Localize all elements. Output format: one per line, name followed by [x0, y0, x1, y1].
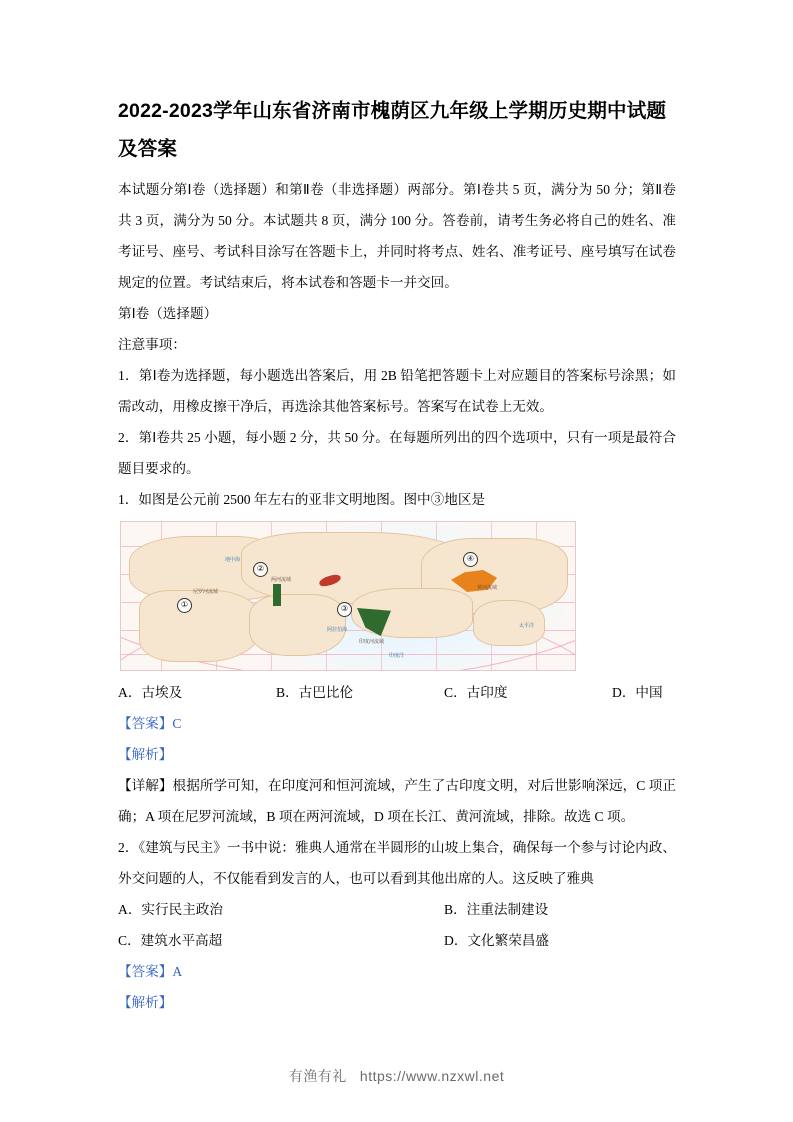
question-1-figure	[118, 521, 676, 671]
map-label-indian-ocean: 印度洋	[389, 653, 405, 659]
question-2-answer: 【答案】A	[118, 964, 183, 979]
footer-brand: 有渔有礼	[288, 1068, 347, 1084]
section-heading: 第Ⅰ卷（选择题）	[118, 306, 218, 321]
question-2-option-c[interactable]: C．建筑水平高超	[118, 933, 223, 948]
notice-item-1: 1．第Ⅰ卷为选择题，每小题选出答案后，用 2B 铅笔把答题卡上对应题目的答案标号涂黑；如需改动，用橡皮擦干净后，再选涂其他答案标号。答案写在试卷上无效。	[118, 368, 676, 414]
map-label-indus: 印度河流域	[359, 639, 385, 645]
document-body	[118, 92, 676, 1018]
footer-url[interactable]: https://www.nzxwl.net	[359, 1068, 505, 1084]
map-region-egypt	[273, 584, 281, 606]
question-2-option-d[interactable]: D．文化繁荣昌盛	[444, 933, 549, 948]
ancient-civilizations-map	[120, 521, 576, 671]
question-2-option-b[interactable]: B．注重法制建设	[444, 902, 549, 917]
question-2-stem: 2．《建筑与民主》一书中说：雅典人通常在半圆形的山坡上集合，确保每一个参与讨论内政、外交问题的人，不仅能看到发言的人，也可以看到其他出席的人。这反映了雅典	[118, 840, 676, 886]
question-1-option-a[interactable]: A．古埃及	[118, 685, 183, 700]
question-1-option-b[interactable]: B．古巴比伦	[276, 685, 354, 700]
question-1-option-c[interactable]: C．古印度	[444, 685, 508, 700]
notice-item-2: 2．第Ⅰ卷共 25 小题，每小题 2 分，共 50 分。在每题所列出的四个选项中，只有一项是最符合题目要求的。	[118, 430, 676, 476]
map-label-mediterranean: 地中海	[225, 557, 241, 563]
map-label-mesopotamia: 两河流域	[271, 577, 292, 583]
question-1-stem: 1．如图是公元前 2500 年左右的亚非文明地图。图中③地区是	[118, 492, 486, 507]
question-1-options	[118, 677, 676, 708]
map-marker-2: ②	[253, 562, 268, 577]
question-1-analysis-label: 【解析】	[118, 747, 173, 762]
map-label-arabian-sea: 阿拉伯海	[327, 627, 348, 633]
map-marker-1: ①	[177, 598, 192, 613]
map-marker-3: ③	[337, 602, 352, 617]
question-1-answer: 【答案】C	[118, 716, 182, 731]
question-1-option-d[interactable]: D．中国	[612, 685, 663, 700]
map-label-nile: 尼罗河流域	[193, 589, 219, 595]
map-label-huanghe: 黄河流域	[477, 585, 498, 591]
notice-heading: 注意事项：	[118, 337, 186, 352]
question-2-option-a[interactable]: A．实行民主政治	[118, 902, 223, 917]
footer-watermark	[0, 1066, 793, 1086]
question-2-analysis-label: 【解析】	[118, 995, 173, 1010]
map-marker-4: ④	[463, 552, 478, 567]
page-title: 2022-2023学年山东省济南市槐荫区九年级上学期历史期中试题及答案	[118, 100, 667, 160]
question-2-options-row-1	[118, 894, 676, 925]
question-1-detail: 【详解】根据所学可知，在印度河和恒河流域，产生了古印度文明，对后世影响深远，C 项正确；A 项在尼罗河流域，B 项在两河流域，D 项在长江、黄河流域，排除。故选 C 项。	[118, 778, 676, 824]
intro-paragraph: 本试题分第Ⅰ卷（选择题）和第Ⅱ卷（非选择题）两部分。第Ⅰ卷共 5 页，满分为 50 分；第Ⅱ卷共 3 页，满分为 50 分。本试题共 8 页，满分 100 分。答卷前，请考生务必将自己的姓名、准考证号、座号、考试科目涂写在答题卡上，并同时将考点、姓名、准考证号、座号填写在试卷规定的位置。考试结束后，将本试卷和答题卡一并交回。	[118, 182, 676, 290]
map-label-pacific: 太平洋	[519, 623, 535, 629]
question-2-options-row-2	[118, 925, 676, 956]
